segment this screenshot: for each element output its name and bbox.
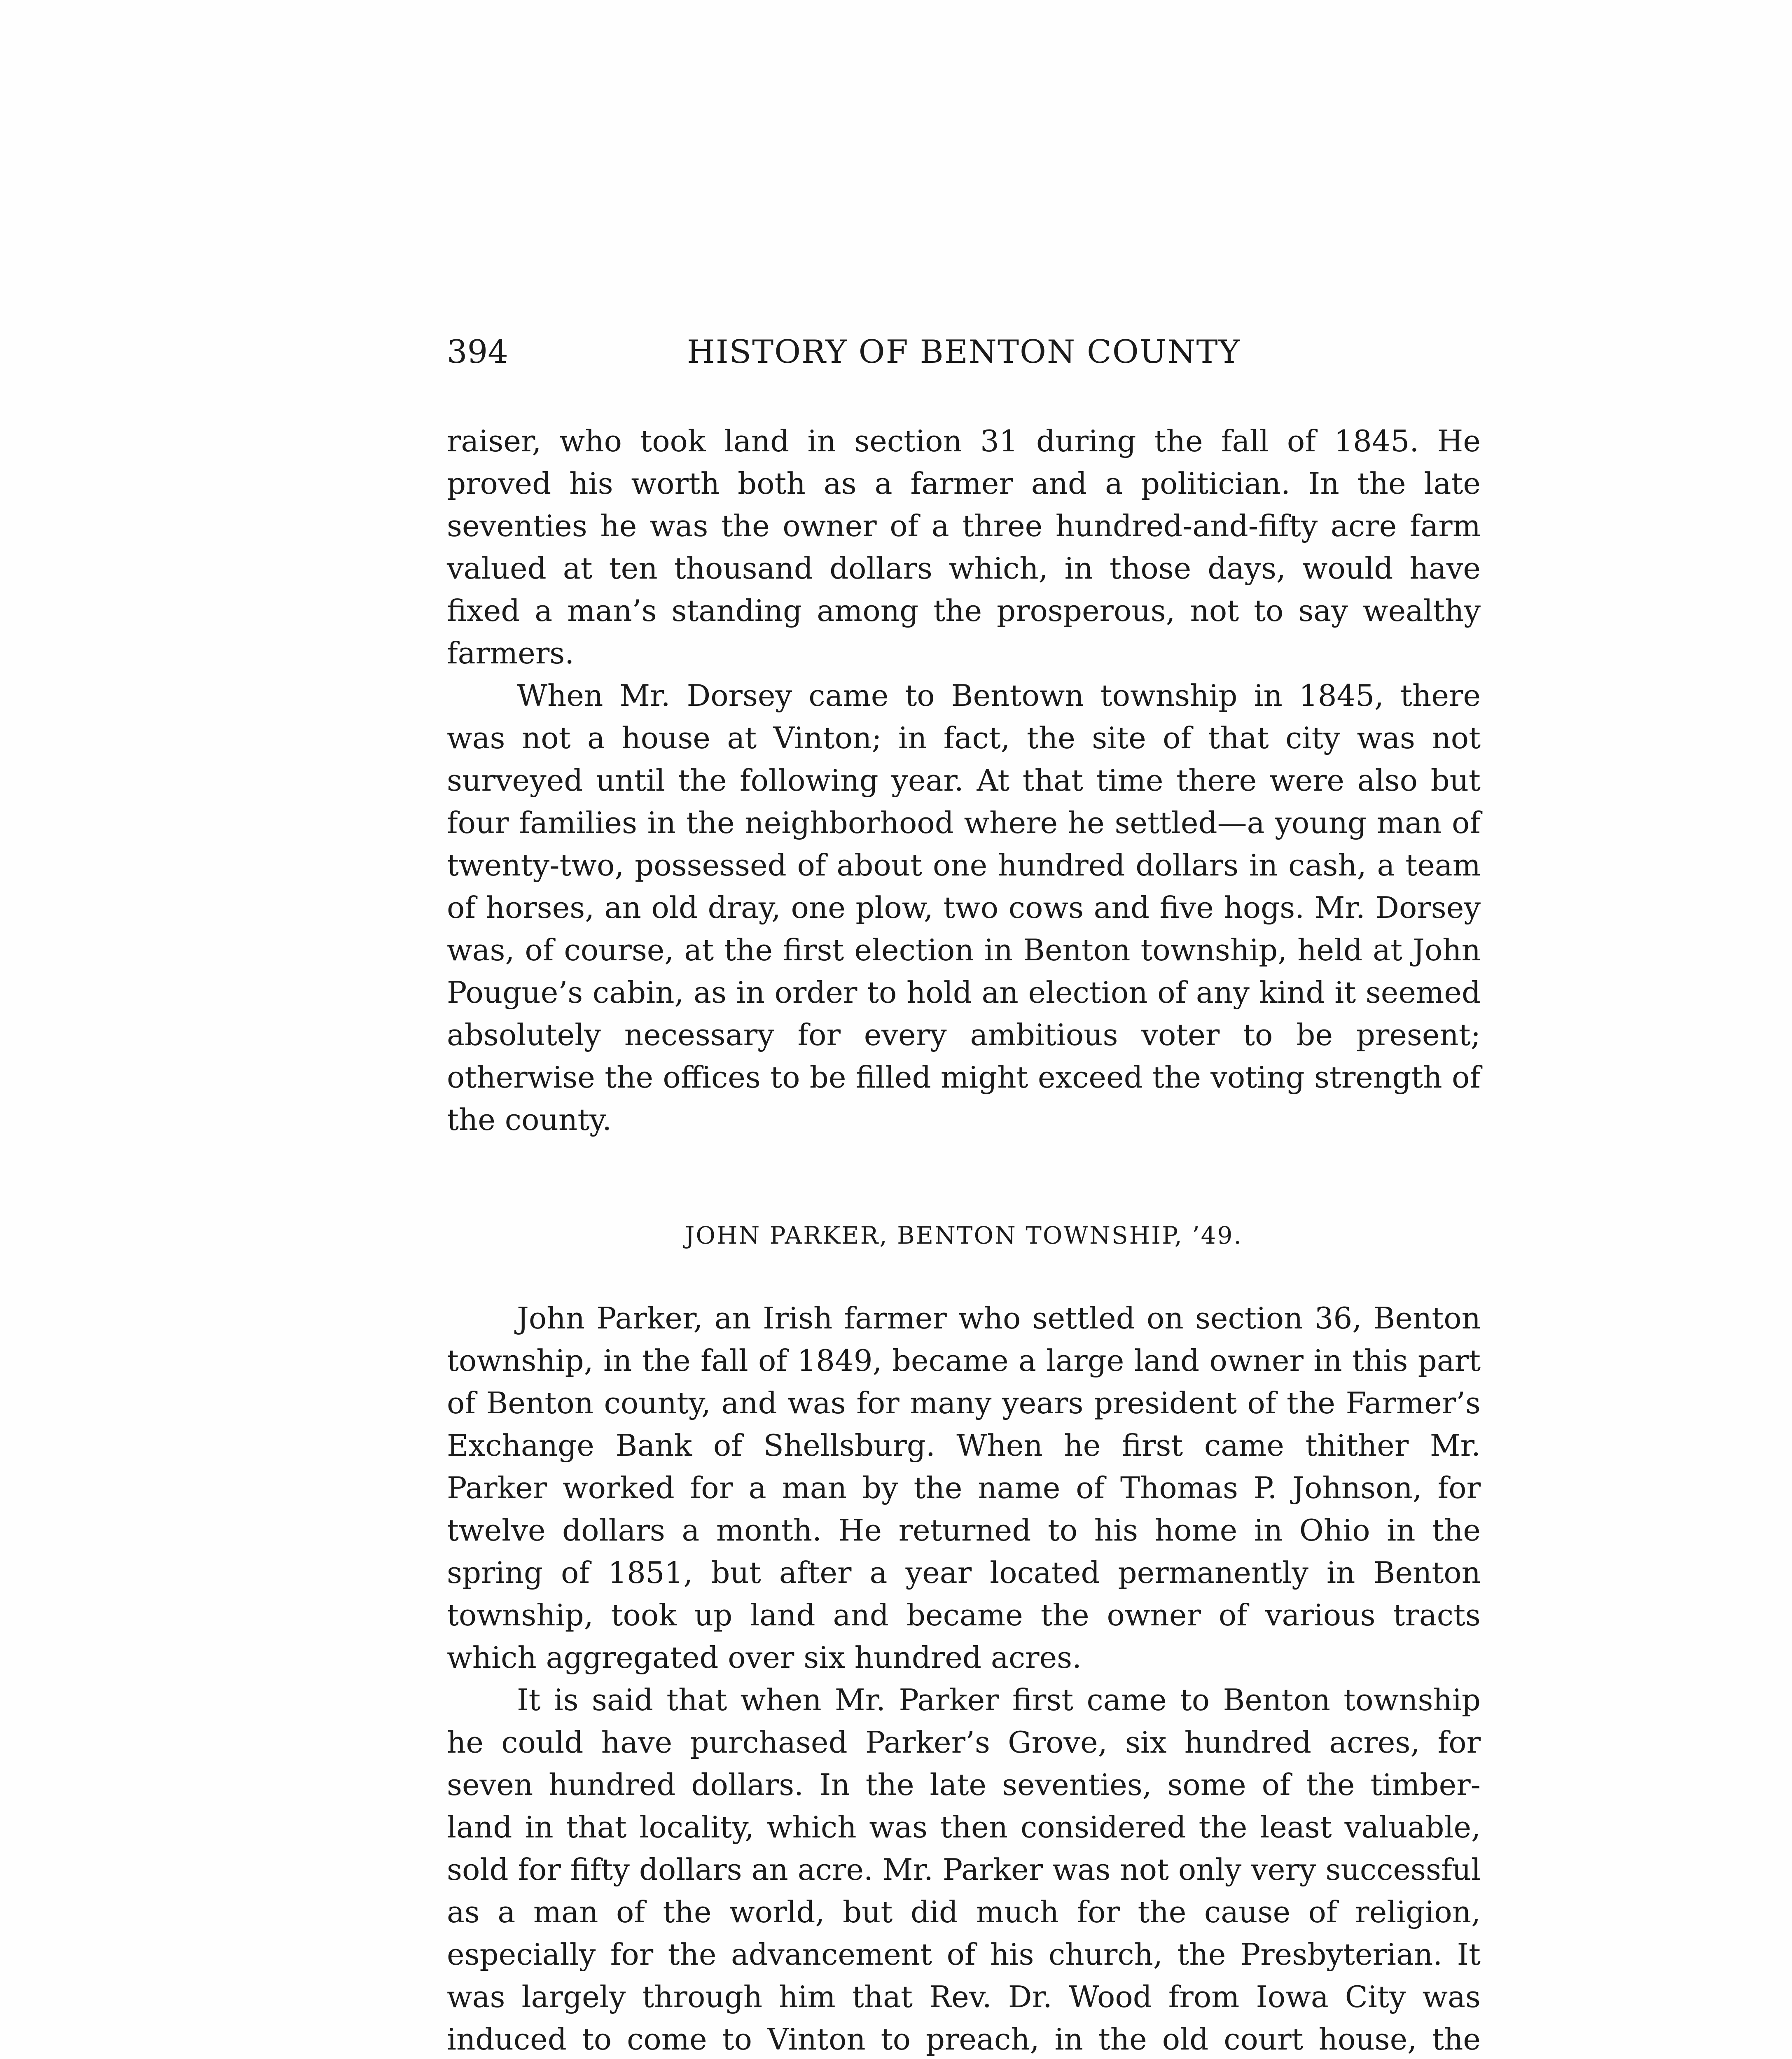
paragraph-dorsey: When Mr. Dorsey came to Bentown township in 1845, there was not a house at Vinton; in fact, the site of that city was not surveyed until the following year. At that time there were also but four families in the neighborhood where he settled—a young man of twenty-two, possessed of about one hundred dollars in cash, a team of horses, an old dray, one plow, two cows and five hogs. Mr. Dorsey was, of course, at the first election in Benton township, held at John Pougue’s cabin, as in order to hold an election of any kind it seemed absolutely necessary for every ambitious voter to be present; otherwise the offices to be filled might exceed the voting strength of the county. <box>447 678 1481 1137</box>
paragraph-continued: raiser, who took land in section 31 during the fall of 1845. He proved his worth both as a farmer and a politician. In the late seventies he was the owner of a three hundred-and-fifty acre farm valued at ten thousand dollars which, in those days, would have fixed a man’s standing among the prosperous, not to say wealthy farmers. <box>447 424 1481 670</box>
section-heading: JOHN PARKER, BENTON TOWNSHIP, ’49. <box>685 1221 1243 1249</box>
paragraph-parker-1: John Parker, an Irish farmer who settled on section 36, Benton township, in the fall of 1849, became a large land owner in this part of Benton county, and was for many years president of the Farmer’s Exchange Bank of Shellsburg. When he first came thither Mr. Parker worked for a man by the name of Thomas P. Johnson, for twelve dollars a month. He returned to his home in Ohio in the spring of 1851, but after a year located permanently in Benton township, took up land and became the owner of various tracts which aggregated over six hundred acres. <box>447 1301 1481 1675</box>
page-header <box>447 329 1481 375</box>
running-title: HISTORY OF BENTON COUNTY <box>687 334 1241 371</box>
body-text-top <box>447 420 1481 1141</box>
page-number: 394 <box>447 334 508 371</box>
paragraph-parker-2: It is said that when Mr. Parker first came to Benton township he could have purchased Parker’s Grove, six hundred acres, for seven hundred dollars. In the late seventies, some of the timber-land in that locality, which was then considered the least valuable, sold for fifty dollars an acre. Mr. Parker was not only very successful as a man of the world, but did much for the cause of religion, especially for the advancement of his church, the Presbyterian. It was largely through him that Rev. Dr. Wood from Iowa City was induced to come to Vinton to preach, in the old court house, the <box>447 1683 1481 2057</box>
body-text-section <box>447 1297 1481 2059</box>
